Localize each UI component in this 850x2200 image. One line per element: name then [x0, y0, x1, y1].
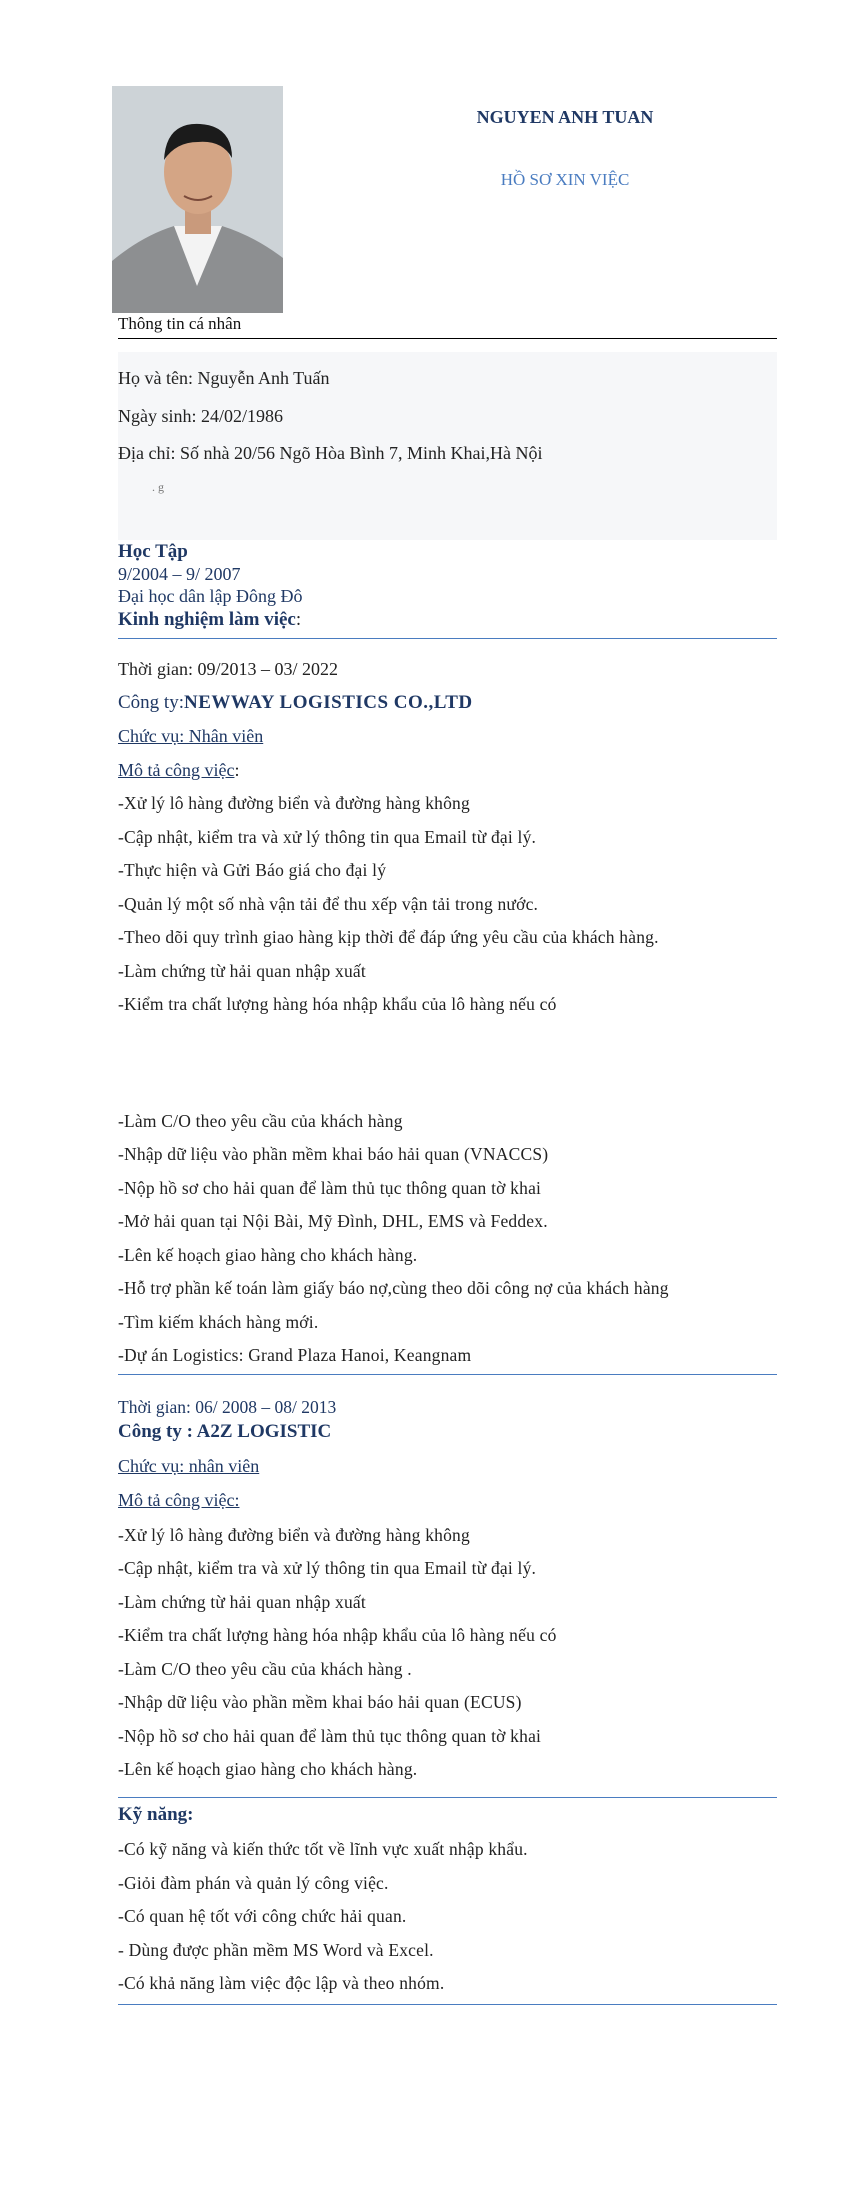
skill-item: -Có kỹ năng và kiến thức tốt về lĩnh vực xuất nhập khẩu. [118, 1839, 528, 1859]
job2-period: Thời gian: 06/ 2008 – 08/ 2013 [118, 1397, 337, 1417]
job1-duty-item: -Lên kế hoạch giao hàng cho khách hàng. [118, 1245, 418, 1265]
education-school: Đại học dân lập Đông Đô [118, 586, 303, 606]
job1-duty-item: -Xử lý lô hàng đường biển và đường hàng không [118, 793, 470, 813]
section-divider [118, 1374, 777, 1375]
job1-duty-item: -Làm chứng từ hải quan nhập xuất [118, 961, 366, 981]
skill-item: -Giỏi đàm phán và quản lý công việc. [118, 1873, 389, 1893]
job1-period: Thời gian: 09/2013 – 03/ 2022 [118, 659, 339, 679]
education-period: 9/2004 – 9/ 2007 [118, 564, 241, 584]
job1-duty-item: -Hỗ trợ phần kế toán làm giấy báo nợ,cùng theo dõi công nợ của khách hàng [118, 1278, 669, 1298]
candidate-name: NGUYEN ANH TUAN [476, 107, 654, 127]
job1-duty-item: -Tìm kiếm khách hàng mới. [118, 1312, 319, 1332]
skill-item: -Có khả năng làm việc độc lập và theo nhóm. [118, 1973, 445, 1993]
partial-text: . g [152, 480, 164, 494]
job2-duty-item: -Kiểm tra chất lượng hàng hóa nhập khẩu của lô hàng nếu có [118, 1625, 557, 1645]
birthdate-line: Ngày sinh: 24/02/1986 [118, 406, 283, 426]
personal-info-label: Thông tin cá nhân [118, 314, 242, 333]
full-name-line: Họ và tên: Nguyễn Anh Tuấn [118, 368, 330, 388]
section-divider [118, 338, 777, 339]
section-divider [118, 2004, 777, 2005]
job1-position: Chức vụ: Nhân viên [118, 726, 264, 746]
job1-duty-item: -Kiểm tra chất lượng hàng hóa nhập khẩu của lô hàng nếu có [118, 994, 557, 1014]
experience-heading: Kinh nghiệm làm việc: [118, 609, 302, 630]
job2-duty-item: -Lên kế hoạch giao hàng cho khách hàng. [118, 1759, 418, 1779]
job1-duty-item: -Nộp hồ sơ cho hải quan để làm thủ tục thông quan tờ khai [118, 1178, 542, 1198]
job2-duty-item: -Nhập dữ liệu vào phần mềm khai báo hải quan (ECUS) [118, 1692, 522, 1712]
job2-duty-item: -Làm chứng từ hải quan nhập xuất [118, 1592, 366, 1612]
job2-duty-item: -Nộp hồ sơ cho hải quan để làm thủ tục thông quan tờ khai [118, 1726, 542, 1746]
job2-duty-item: -Làm C/O theo yêu cầu của khách hàng . [118, 1659, 412, 1679]
skills-heading: Kỹ năng: [118, 1804, 194, 1825]
job2-position: Chức vụ: nhân viên [118, 1456, 260, 1476]
section-divider [118, 638, 777, 639]
job1-company: Công ty:NEWWAY LOGISTICS CO.,LTD [118, 692, 473, 713]
job1-duty-item: -Theo dõi quy trình giao hàng kịp thời để đáp ứng yêu cầu của khách hàng. [118, 927, 659, 947]
skill-item: - Dùng được phần mềm MS Word và Excel. [118, 1940, 434, 1960]
job1-duty-item: -Mở hải quan tại Nội Bài, Mỹ Đình, DHL, EMS và Feddex. [118, 1211, 548, 1231]
address-line: Địa chỉ: Số nhà 20/56 Ngõ Hòa Bình 7, Minh Khai,Hà Nội [118, 443, 543, 463]
profile-photo [112, 86, 283, 313]
job2-duty-item: -Xử lý lô hàng đường biển và đường hàng không [118, 1525, 470, 1545]
job1-duty-item: -Dự án Logistics: Grand Plaza Hanoi, Keangnam [118, 1345, 472, 1365]
job1-duty-item: -Làm C/O theo yêu cầu của khách hàng [118, 1111, 403, 1131]
job2-company: Công ty : A2Z LOGISTIC [118, 1421, 332, 1442]
job1-duty-item: -Thực hiện và Gửi Báo giá cho đại lý [118, 860, 387, 880]
job1-desc-label: Mô tả công việc: [118, 760, 240, 780]
education-heading: Học Tập [118, 541, 188, 562]
document-title: HỒ SƠ XIN VIỆC [500, 170, 630, 189]
job2-desc-label: Mô tả công việc: [118, 1490, 240, 1510]
job1-duty-item: -Nhập dữ liệu vào phần mềm khai báo hải quan (VNACCS) [118, 1144, 549, 1164]
skill-item: -Có quan hệ tốt với công chức hải quan. [118, 1906, 407, 1926]
job2-duty-item: -Cập nhật, kiểm tra và xử lý thông tin qua Email từ đại lý. [118, 1558, 537, 1578]
section-divider [118, 1797, 777, 1798]
job1-duty-item: -Quản lý một số nhà vận tải để thu xếp vận tải trong nước. [118, 894, 539, 914]
job1-duty-item: -Cập nhật, kiểm tra và xử lý thông tin qua Email từ đại lý. [118, 827, 537, 847]
